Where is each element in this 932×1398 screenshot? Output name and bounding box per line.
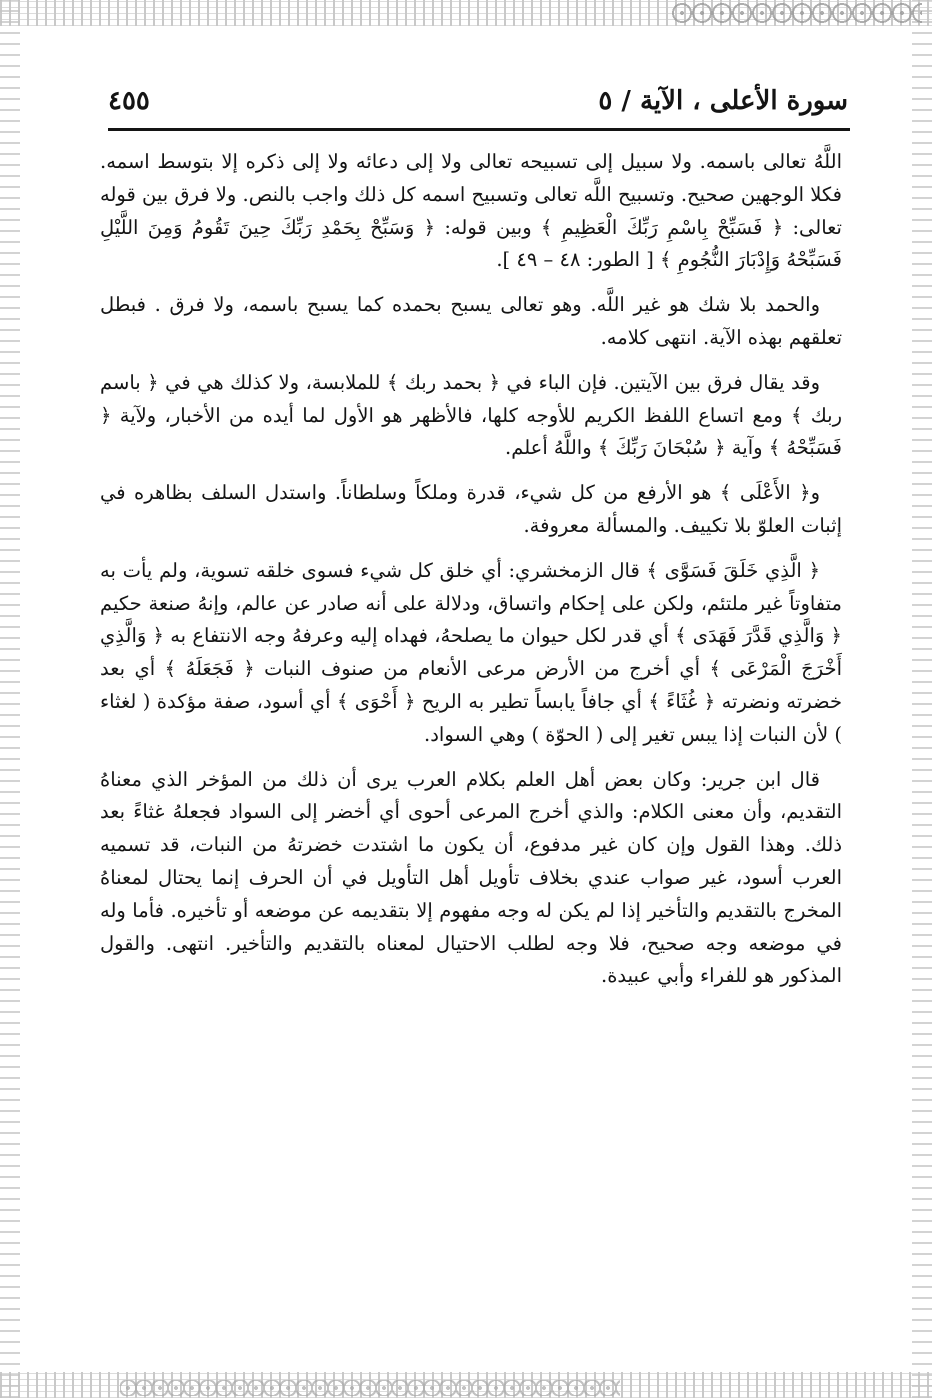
- page-header: [108, 80, 848, 126]
- paragraph-5: ﴿ الَّذِي خَلَقَ فَسَوَّى ﴾ قال الزمخشري: أي خلق كل شيء فسوى خلقه تسوية، ولم يأت به متفاوتاً غير ملتئم، ولكن على إحكام واتساق، ودلالة على أنه صادر عن عالم، وإنهُ صنعة حكيم ﴿ وَالَّذِي قَدَّرَ فَهَدَى ﴾ أي قدر لكل حيوان ما يصلحهُ، فهداه إليه وعرفهُ وجه الانتفاع به ﴿ وَالَّذِي أَخْرَجَ الْمَرْعَى ﴾ أي أخرج من الأرض مرعى الأنعام من صنوف النبات ﴿ فَجَعَلَهُ ﴾ أي بعد خضرته ونضرته ﴿ غُثَاءً ﴾ أي جافاً يابساً تطير به الريح ﴿ أَحْوَى ﴾ أي أسود، صفة مؤكدة ( لغثاء ) لأن النبات إذا يبس تغير إلى ( الحوّة ) وهي السواد.: [100, 558, 842, 746]
- paragraph-4: و﴿ الأَعْلَى ﴾ هو الأرفع من كل شيء، قدرة وملكاً وسلطاناً. واستدل السلف بظاهره في إثبات العلوّ بلا تكييف. والمسألة معروفة.: [100, 481, 842, 537]
- decorative-right-border: [912, 0, 932, 1398]
- running-title: سورة الأعلى ، الآية / ٥: [598, 86, 848, 116]
- header-rule: [108, 128, 850, 131]
- paragraph-2: والحمد بلا شك هو غير اللَّه. وهو تعالى يسبح بحمده كما يسبح باسمه، ولا فرق . فبطل تعلقهم بهذه الآية. انتهى كلامه.: [100, 293, 842, 349]
- decorative-left-border: [0, 0, 20, 1398]
- paragraph-6: قال ابن جرير: وكان بعض أهل العلم بكلام العرب يرى أن ذلك من المؤخر الذي معناهُ التقديم، وأن معنى الكلام: والذي أخرج المرعى أحوى أي أخضر إلى السواد فجعلهُ غثاءً بعد ذلك. وهذا القول وإن كان غير مدفوع، أن يكون ما اشتدت خضرتهُ من النبات، قد تسميه العرب أسود، غير صواب عندي بخلاف تأويل أهل التأويل في أن الحرف إنما يحتال لمعناهُ المخرج بالتقديم والتأخير إذا لم يكن له وجه مفهوم إلا بتقديمه عن موضعه أو تأخيره. فأما وله في موضعه وجه صحيح، فلا وجه لطلب الاحتيال لمعناه بالتقديم والتأخير. انتهى. والقول المذكور هو للفراء وأبي عبيدة.: [100, 767, 842, 988]
- paragraph-3: وقد يقال فرق بين الآيتين. فإن الباء في ﴿ بحمد ربك ﴾ للملابسة، ولا كذلك هي في ﴿ باسم ربك ﴾ ومع اتساع اللفظ الكريم للأوجه كلها، فالأظهر هو الأول لما أيده من الأخبار، ولآية ﴿ فَسَبِّحْهُ ﴾ وآية ﴿ سُبْحَانَ رَبِّكَ ﴾ واللَّهُ أعلم.: [100, 370, 842, 460]
- paragraph-1: اللَّهُ تعالى باسمه. ولا سبيل إلى تسبيحه تعالى ولا إلى دعائه ولا إلى ذكره إلا بتوسط اسمه. فكلا الوجهين صحيح. وتسبيح اللَّه تعالى وتسبيح اسمه كل ذلك واجب بالنص. ولا فرق بين قوله تعالى: ﴿ فَسَبِّحْ بِاسْمِ رَبِّكَ الْعَظِيمِ ﴾ وبين قوله: ﴿ وَسَبِّحْ بِحَمْدِ رَبِّكَ حِينَ تَقُومُ وَمِنَ اللَّيْلِ فَسَبِّحْهُ وَإِدْبَارَ النُّجُومِ ﴾ [ الطور: ٤٨ – ٤٩ ].: [100, 150, 842, 272]
- page-body: [100, 146, 842, 1005]
- bottom-ornament: [120, 1380, 620, 1396]
- page-number: ٤٥٥: [108, 86, 150, 116]
- corner-ornament: [672, 3, 922, 23]
